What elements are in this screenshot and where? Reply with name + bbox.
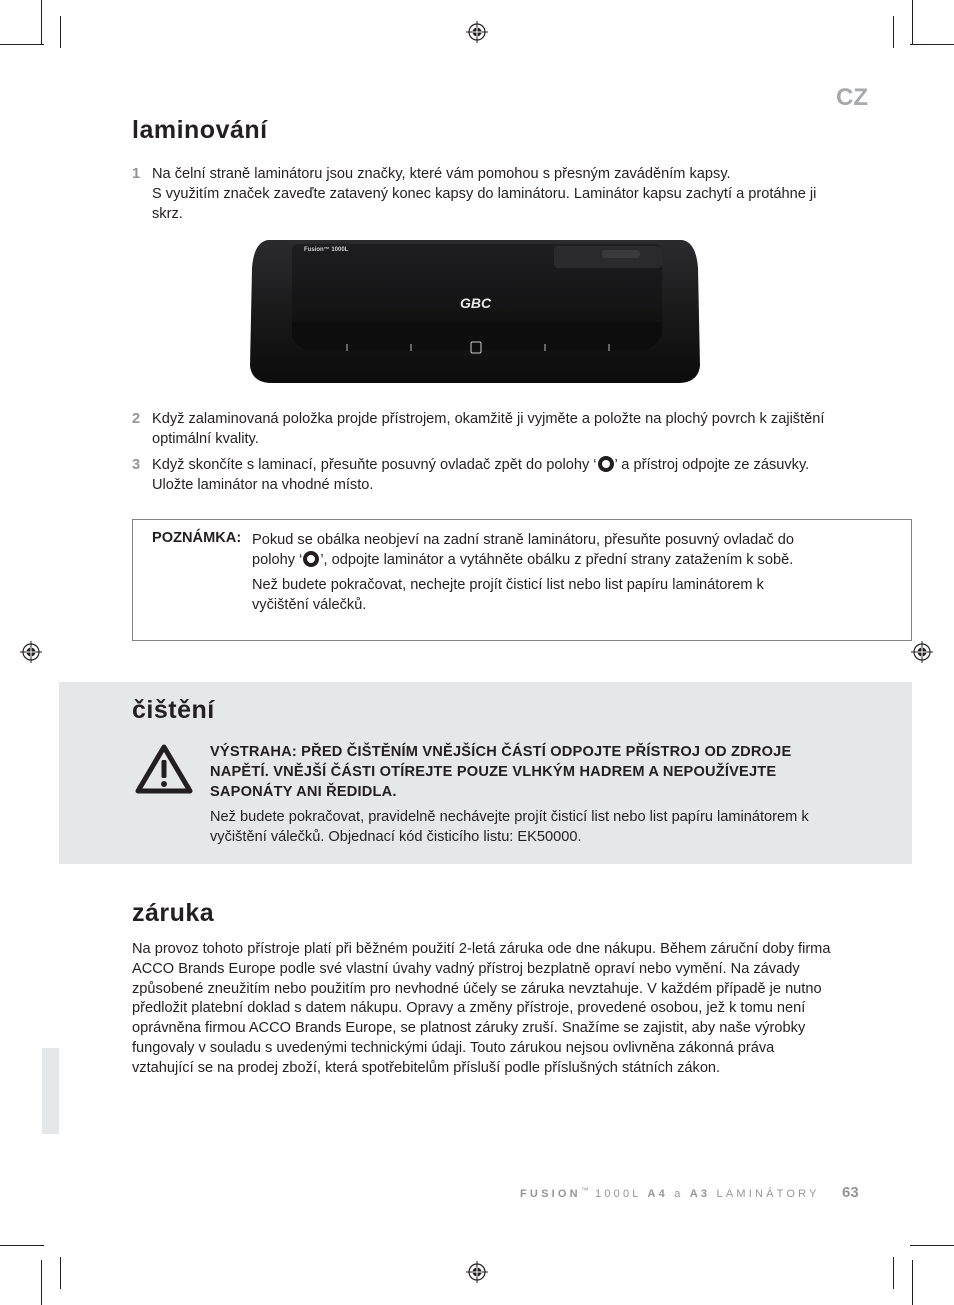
crop-mark <box>910 1245 954 1246</box>
step-text-after: ’ a přístroj odpojte ze zásuvky. Uložte laminátor na vhodné místo. <box>152 457 810 493</box>
page-footer <box>520 1186 820 1200</box>
footer-product: FUSION <box>520 1188 581 1200</box>
crop-mark <box>893 16 894 48</box>
crop-mark <box>0 44 44 45</box>
step-text: Když zalaminovaná položka projde přístrojem, okamžitě ji vyjměte a položte na plochý povrch k zajištění optimální kvality. <box>152 411 825 447</box>
section-title-warranty: záruka <box>132 899 215 927</box>
section-title-laminating: laminování <box>132 116 268 144</box>
note-label: POZNÁMKA: <box>152 530 242 546</box>
crop-mark <box>893 1257 894 1289</box>
crop-mark <box>60 1257 61 1289</box>
footer-category: LAMINÁTORY <box>710 1188 820 1200</box>
step-text: Na čelní straně laminátoru jsou značky, které vám pomohou s přesným zaváděním kapsy. S využitím značek zaveďte zatavený konec kapsy do laminátoru. Laminátor kapsu zachytí a protáhne ji skrz. <box>152 166 817 222</box>
page-number: 63 <box>842 1184 859 1201</box>
registration-mark-icon <box>20 641 42 663</box>
crop-mark <box>912 0 913 44</box>
laminator-illustration <box>250 238 700 384</box>
step-2 <box>132 409 832 449</box>
crop-mark <box>910 44 954 45</box>
off-position-icon <box>303 551 319 567</box>
warning-triangle-icon <box>135 744 193 794</box>
note-text-2: Než budete pokračovat, nechejte projít čisticí list nebo list papíru laminátorem k vyčištění válečků. <box>252 577 764 613</box>
step-1 <box>132 164 832 224</box>
note-text-before: Pokud se obálka neobjeví na zadní straně laminátoru, přesuňte posuvný ovladač do polohy ‘ <box>252 532 794 568</box>
step-3 <box>132 455 832 495</box>
step-number: 3 <box>132 457 141 473</box>
warranty-text: Na provoz tohoto přístroje platí při běžném použití 2-letá záruka ode dne nákupu. Během záruční doby firma ACCO Brands Europe podle své vlastní úvahy vadný přístroj bezplatně opraví nebo vymění. Na závady způsobené zneužitím nebo použitím pro nevhodné účely se záruka nevztahuje. V každém případě je nutno předložit platební doklad s datem nákupu. Opravy a změny přístroje, provedené osobou, jež k tomu není oprávněna firmou ACCO Brands Europe, se platnost záruky zruší. Snažíme se zajistit, aby naše výrobky fungovaly v souladu s uvedenými technickými údaji. Touto zárukou nejsou ovlivněna zákonná práva vztahující se na prodej zboží, která spotřebitelům přísluší podle příslušných státních zákon. <box>132 941 831 1076</box>
warning-text: VÝSTRAHA: PŘED ČIŠTĚNÍM VNĚJŠÍCH ČÁSTÍ ODPOJTE PŘÍSTROJ OD ZDROJE NAPĚTÍ. VNĚJŠÍ ČÁSTI OTÍREJTE POUZE VLHKÝM HADREM A NEPOUŽÍVEJTE SAPONÁTY ANI ŘEDIDLA. <box>210 744 792 800</box>
registration-mark-icon <box>466 1261 488 1283</box>
note-body <box>252 530 822 620</box>
registration-mark-icon <box>911 641 933 663</box>
language-code: CZ <box>836 84 868 111</box>
step-number: 1 <box>132 166 141 182</box>
crop-mark <box>60 16 61 48</box>
side-tab <box>42 1048 59 1134</box>
footer-tm: ™ <box>580 1186 589 1195</box>
crop-mark <box>0 1245 44 1246</box>
step-number: 2 <box>132 411 141 427</box>
crop-mark <box>912 1260 913 1305</box>
note-text-after: ’, odpojte laminátor a vytáhněte obálku z přední strany zatažením k sobě. <box>320 552 794 568</box>
gbc-logo: GBC <box>460 295 492 311</box>
brand-label: Fusion™ 1000L <box>304 247 349 253</box>
footer-and: a <box>667 1188 690 1200</box>
note-box <box>132 519 912 641</box>
footer-a3: A3 <box>689 1188 711 1200</box>
footer-a4: A4 <box>647 1188 668 1200</box>
step-text-before: Když skončíte s laminací, přesuňte posuvný ovladač zpět do polohy ‘ <box>152 457 597 473</box>
off-position-icon <box>598 456 614 472</box>
crop-mark <box>41 0 42 44</box>
crop-mark <box>41 1260 42 1305</box>
cleaning-text: Než budete pokračovat, pravidelně nechávejte projít čisticí list nebo list papíru laminátorem k vyčištění válečků. Objednací kód čisticího listu: EK50000. <box>210 809 809 845</box>
section-title-cleaning: čištění <box>132 696 215 724</box>
registration-mark-icon <box>466 21 488 43</box>
footer-model: 1000L <box>588 1188 648 1200</box>
